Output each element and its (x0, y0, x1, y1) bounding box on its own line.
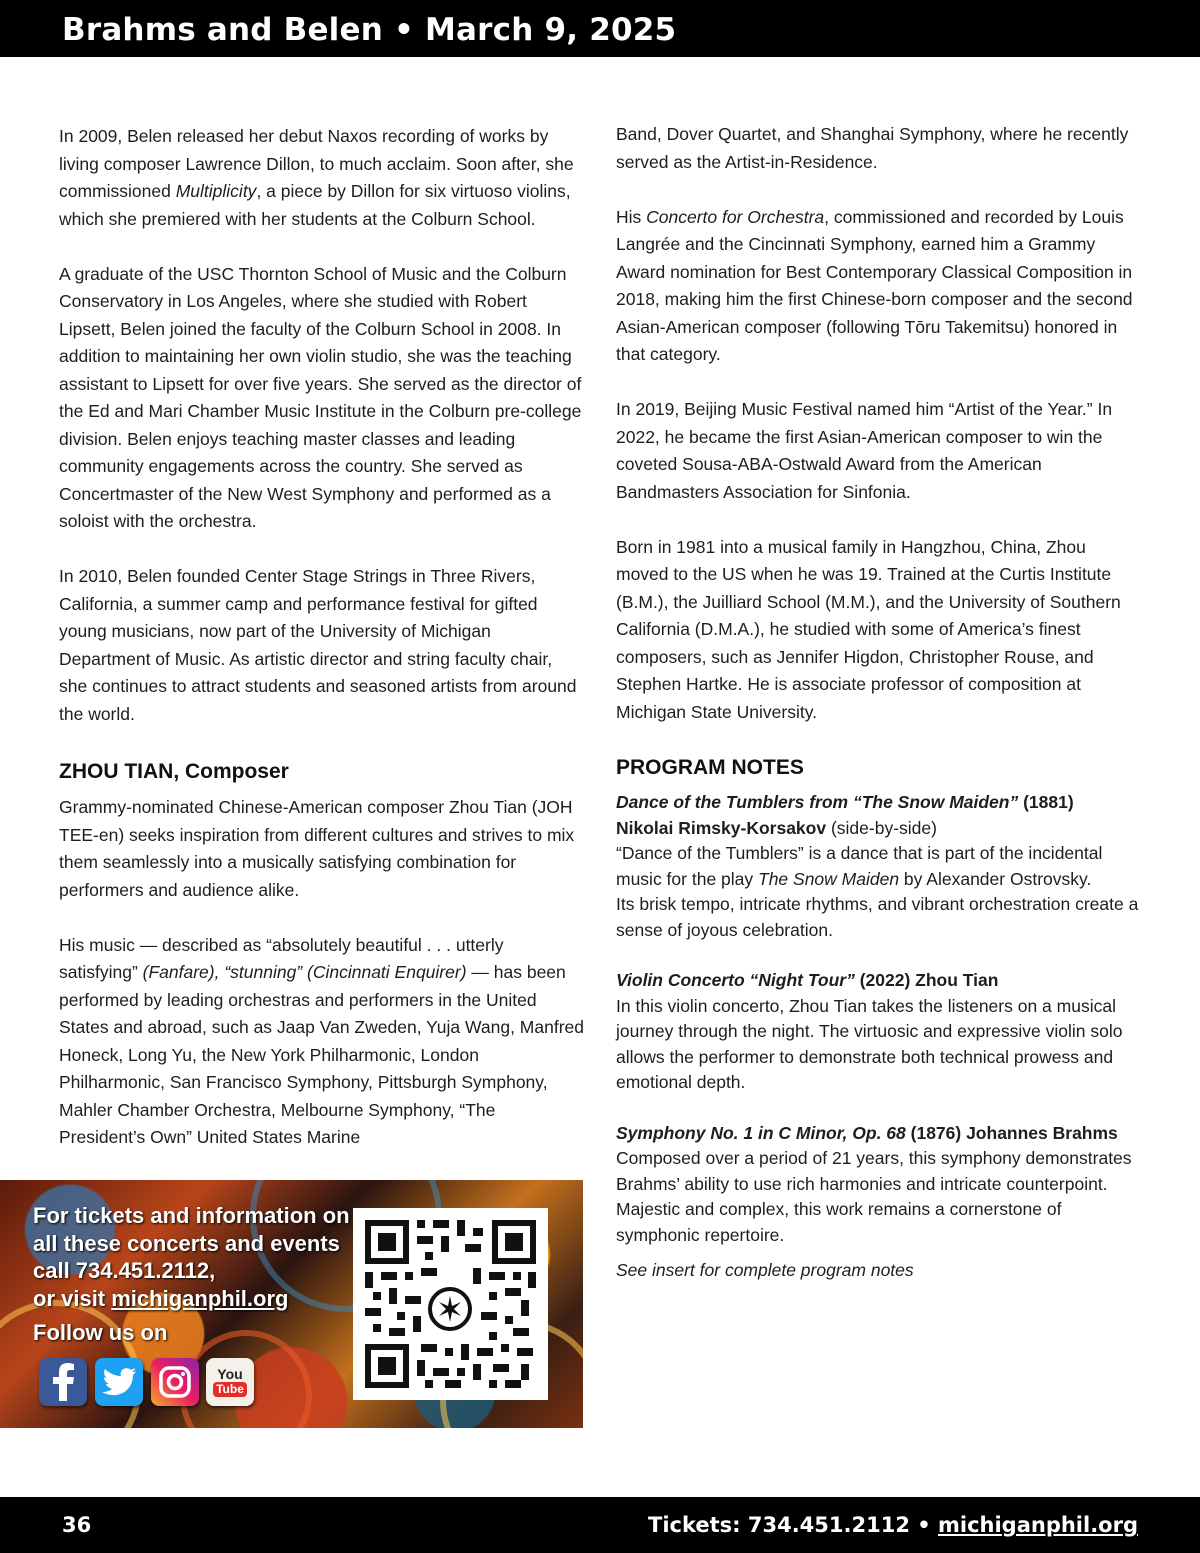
website-link[interactable]: michiganphil.org (111, 1285, 289, 1311)
promo-text: For tickets and information on all these concerts and events call 734.451.2112, or visit michiganphil.org (33, 1203, 350, 1311)
twitter-icon[interactable] (95, 1358, 143, 1406)
program-note-dance-of-the-tumblers: Dance of the Tumblers from “The Snow Maiden” (1881) Nikolai Rimsky-Korsakov (side-by-side) “Dance of the Tumblers” is a dance that is part of the incidental music for the play The Snow Maiden by Alexander Ostrovsky. Its brisk tempo, intricate rhythms, and vibrant orchestration create a sense of joyous celebration. (616, 792, 1139, 940)
instagram-icon[interactable] (151, 1358, 199, 1406)
paragraph: In 2009, Belen released her debut Naxos recording of works by living composer Lawrence Dillon, to much acclaim. Soon after, she commissioned Multiplicity, a piece by Dillon for six virtuoso violins, which she premiered with her students at the Colburn School. (59, 126, 574, 229)
program-note-violin-concerto: Violin Concerto “Night Tour” (2022) Zhou Tian In this violin concerto, Zhou Tian takes the listeners on a musical journey through the night. The virtuosic and expressive violin solo allows the performer to demonstrate both technical prowess and emotional depth. (616, 970, 1123, 1092)
page-number: 36 (62, 1513, 92, 1537)
insert-note: See insert for complete program notes (616, 1260, 914, 1280)
paragraph: In 2019, Beijing Music Festival named him “Artist of the Year.” In 2022, he became the first Asian-American composer to win the coveted Sousa-ABA-Ostwald Award from the American Bandmasters Association for Sinfonia. (616, 399, 1113, 502)
paragraph: His music — described as “absolutely beautiful . . . utterly satisfying” (Fanfare), “stunning” (Cincinnati Enquirer) — has been performed by leading orchestras and performers in the United States and abroad, such as Jaap Van Zweden, Yuja Wang, Manfred Honeck, Long Yu, the New York Philharmonic, London Philharmonic, San Francisco Symphony, Pittsburgh Symphony, Mahler Chamber Orchestra, Melbourne Symphony, “The President’s Own” United States Marine (59, 934, 585, 1147)
program-note-symphony-no-1: Symphony No. 1 in C Minor, Op. 68 (1876) Johannes Brahms Composed over a period of 21 years, this symphony demonstrates Brahms’ ability to use rich harmonies and intricate counterpoint. Majestic and complex, this work remains a cornerstone of symphonic repertoire. (616, 1122, 1132, 1245)
footer-tickets: Tickets: 734.451.2112 • michiganphil.org (648, 1513, 1138, 1537)
ticket-promo-banner (0, 1180, 583, 1428)
paragraph: His Concerto for Orchestra, commissioned and recorded by Louis Langrée and the Cincinnati Symphony, earned him a Grammy Award nomination for Best Contemporary Classical Composition in 2018, making him the first Chinese-born composer and the second Asian-American composer (following Tōru Takemitsu) honored in that category. (616, 206, 1133, 364)
left-column (59, 123, 584, 1179)
header-bar (0, 0, 1200, 57)
right-column (616, 121, 1141, 1309)
page-header-title: Brahms and Belen • March 9, 2025 (62, 12, 677, 48)
paragraph: A graduate of the USC Thornton School of Music and the Colburn Conservatory in Los Angeles, where she studied with Robert Lipsett, Belen joined the faculty of the Colburn School in 2008. In addition to maintaining her own violin studio, she was the teaching assistant to Lipsett for over five years. She served as the director of the Ed and Mari Chamber Music Institute in the Colburn pre-college division. Belen enjoys teaching master classes and leading community engagements across the country. She served as Concertmaster of the New West Symphony and performed as a soloist with the orchestra. (59, 263, 582, 531)
program-notes (616, 790, 1141, 1284)
footer-bar (0, 1497, 1200, 1553)
qr-code[interactable] (353, 1208, 548, 1400)
paragraph: Born in 1981 into a musical family in Hangzhou, China, Zhou moved to the US when he was 19. Trained at the Curtis Institute (B.M.), the Juilliard School (M.M.), and the University of Southern California (D.M.A.), he studied with some of America’s finest composers, such as Jennifer Higdon, Christopher Rouse, and Stephen Hartke. He is associate professor of composition at Michigan State University. (616, 536, 1121, 722)
follow-label: Follow us on (33, 1320, 168, 1345)
youtube-icon[interactable]: You Tube (206, 1358, 254, 1406)
facebook-icon[interactable] (39, 1358, 87, 1406)
section-heading-zhou-tian: ZHOU TIAN, Composer (59, 760, 289, 783)
paragraph: Band, Dover Quartet, and Shanghai Symphony, where he recently served as the Artist-in-Residence. (616, 124, 1129, 172)
section-heading-program-notes: PROGRAM NOTES (616, 756, 804, 779)
paragraph: Grammy-nominated Chinese-American composer Zhou Tian (JOH TEE-en) seeks inspiration from different cultures and strives to mix them seamlessly into a musically satisfying combination for performers and audience alike. (59, 797, 575, 900)
paragraph: In 2010, Belen founded Center Stage Strings in Three Rivers, California, a summer camp and performance festival for gifted young musicians, now part of the University of Michigan Department of Music. As artistic director and string faculty chair, she continues to attract students and seasoned artists from around the world. (59, 566, 577, 724)
footer-website-link[interactable]: michiganphil.org (937, 1513, 1138, 1537)
